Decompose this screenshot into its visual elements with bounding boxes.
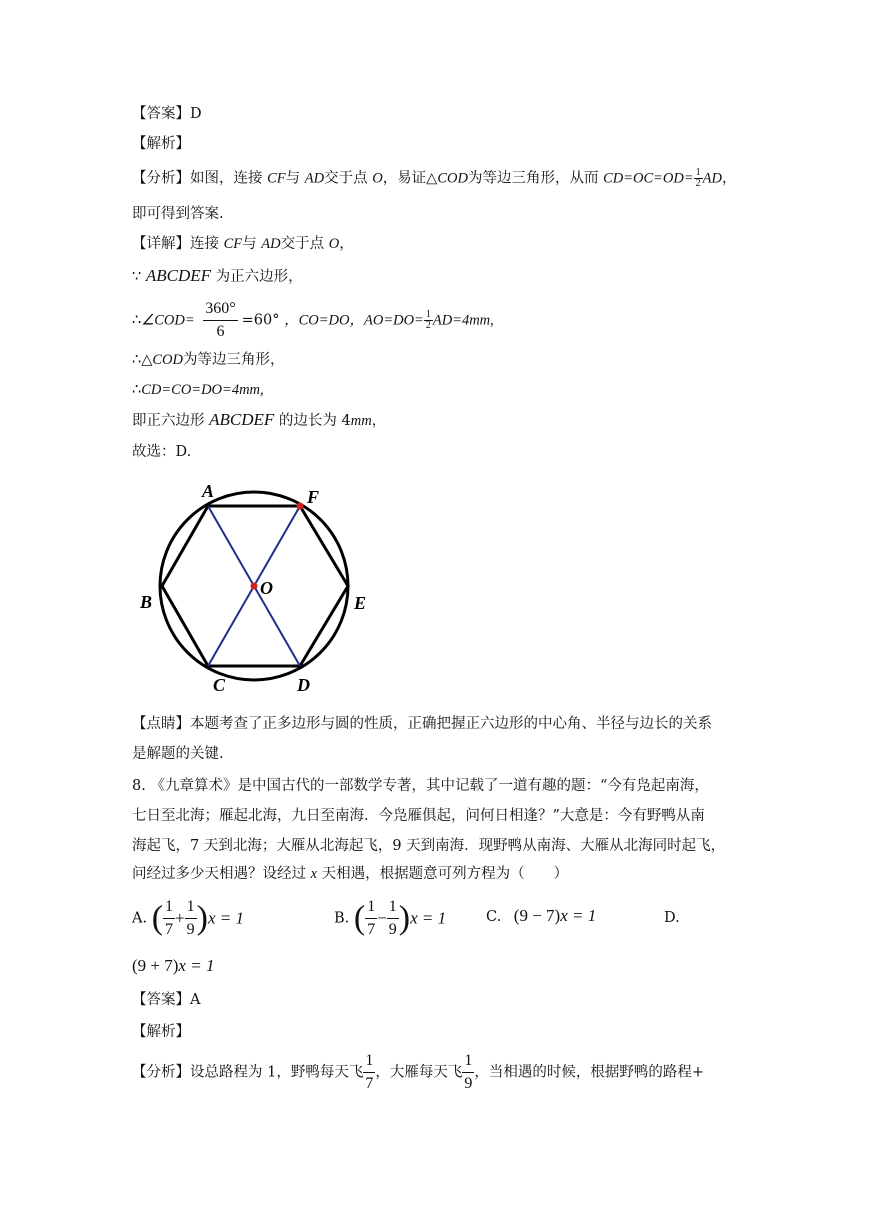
therefore-symbol: ∴ (132, 382, 142, 398)
q8-text: 8. 《九章算术》是中国古代的一部数学专著，其中记载了一道有趣的题：“今有凫起南海， (132, 778, 709, 794)
answer-value: A (190, 992, 201, 1008)
segment-ad: AD (304, 170, 325, 187)
numerator: 1 (163, 896, 175, 919)
denominator: 7 (365, 1075, 374, 1092)
q8-line-1 (132, 776, 709, 796)
detail-label: 【详解】 (132, 236, 190, 252)
fenxi-text: 为等边三角形，从而 (467, 170, 604, 187)
detail-line-5 (132, 380, 264, 400)
equation: CD=OC=OD= (603, 170, 694, 187)
ad-4mm: AD=4mm, (432, 312, 494, 329)
option-d[interactable] (664, 908, 680, 928)
option-b[interactable] (334, 896, 446, 941)
paren-open: ( (151, 899, 164, 937)
option-d-label: D. (664, 910, 680, 926)
vertex-point-f (297, 503, 304, 510)
fenxi-line-3 (132, 1050, 704, 1095)
option-a[interactable] (132, 896, 244, 941)
option-a-label: A. (132, 910, 148, 927)
q8-text: 问经过多少天相遇？设经过 (132, 866, 311, 882)
q8-line-2 (132, 806, 705, 826)
angle-result: =60° (241, 312, 280, 329)
denominator: 9 (464, 1075, 473, 1092)
denominator: 9 (186, 921, 195, 938)
fenxi-text: 如图，连接 (190, 170, 268, 187)
numerator: 1 (363, 1050, 375, 1073)
detail-text: ， (371, 413, 387, 429)
fenxi-text: 交于点 (324, 170, 373, 187)
option-c-label: C. (486, 909, 502, 925)
numerator: 1 (695, 167, 701, 178)
analysis-label: 【解析】 (132, 1024, 190, 1040)
option-d-expr: (9 + 7) (132, 956, 179, 975)
detail-text: 连接 (190, 236, 224, 252)
numerator: 1 (185, 896, 197, 919)
fenxi-text: 即可得到答案. (132, 206, 224, 222)
option-b-label: B. (334, 910, 350, 927)
numerator: 1 (462, 1050, 474, 1073)
label-d: D (297, 675, 310, 695)
fenxi-line-2 (132, 204, 224, 224)
fenxi-text: ，易证△ (382, 170, 438, 187)
fraction-1-7 (363, 1050, 375, 1095)
q8-line-3 (132, 836, 725, 856)
denominator: 7 (367, 921, 376, 938)
detail-text: 即正六边形 (132, 413, 210, 429)
choose-text: 故选：D. (132, 444, 192, 460)
angle-cod: ∠COD= (141, 312, 195, 329)
dianjing-label: 【点睛】 (132, 716, 190, 732)
co-do: ，CO=DO， (284, 312, 364, 329)
operator: − (377, 908, 387, 928)
detail-line-1 (132, 234, 354, 254)
numerator: 360° (203, 298, 237, 321)
option-d-expression (132, 956, 214, 977)
analysis-label: 【解析】 (132, 136, 190, 152)
detail-text: 交于点 (280, 236, 329, 252)
option-a-rest: x = 1 (207, 908, 244, 928)
option-d-rest: x = 1 (178, 956, 215, 975)
fraction-360-6 (203, 298, 237, 343)
q8-text: 天相遇，根据题意可列方程为（ ） (317, 866, 569, 882)
fenxi-text: ，当相遇的时候，根据野鸭的路程+ (474, 1064, 704, 1081)
q8-line-4 (132, 864, 568, 884)
analysis-heading-1 (132, 134, 190, 154)
fenxi-text: 设总路程为 1，野鸭每天飞 (190, 1064, 364, 1081)
label-e: E (354, 593, 367, 613)
therefore-symbol: ∴ (132, 352, 142, 368)
point-o: O (328, 236, 340, 252)
fenxi-text: 与 (285, 170, 305, 187)
detail-text: 的边长为 4 (274, 413, 351, 429)
denominator: 2 (695, 178, 701, 189)
option-c-rest: x = 1 (560, 906, 597, 925)
label-f: F (307, 487, 320, 507)
fraction-half (694, 168, 703, 189)
unit-mm: mm (350, 413, 372, 429)
segment-ad: AD (702, 170, 723, 187)
paren-close: ) (196, 899, 208, 937)
paren-open: ( (353, 899, 366, 937)
answer-line-1 (132, 104, 202, 124)
segment-cf: CF (267, 170, 286, 187)
denominator: 6 (216, 323, 225, 340)
fenxi-text: ，大雁每天飞 (375, 1064, 463, 1081)
numerator: 1 (425, 309, 431, 320)
detail-line-6 (132, 410, 386, 431)
operator: + (175, 908, 185, 928)
fraction-1-9 (462, 1050, 474, 1095)
variable-x: x (310, 866, 318, 882)
numerator: 1 (387, 896, 399, 919)
denominator: 9 (388, 921, 397, 938)
hexagon-name: ABCDEF (145, 266, 211, 285)
fenxi-text: ， (722, 170, 737, 187)
denominator: 7 (165, 921, 174, 938)
hexagon-figure (130, 478, 380, 700)
triangle-cod: COD (437, 170, 468, 187)
detail-text: ， (339, 236, 354, 252)
label-b: B (140, 592, 153, 612)
triangle-cod: COD (152, 352, 184, 368)
detail-line-7 (132, 442, 191, 462)
cd-equation: CD=CO=DO=4mm, (141, 382, 264, 398)
fraction-1-7 (163, 896, 175, 941)
answer-value: D (190, 106, 202, 122)
because-symbol: ∵ (132, 269, 142, 285)
segment-cf: CF (223, 236, 243, 252)
detail-line-3 (132, 298, 494, 343)
hexagon-name: ABCDEF (209, 410, 275, 429)
center-point-o (251, 583, 258, 590)
label-o: O (260, 578, 273, 598)
fenxi-line-1 (132, 168, 737, 189)
dianjing-line-1 (132, 714, 712, 734)
option-c[interactable] (486, 906, 596, 927)
dianjing-text: 本题考查了正多边形与圆的性质，正确把握正六边形的中心角、半径与边长的关系 (190, 716, 712, 732)
point-o: O (372, 170, 383, 187)
detail-text: 为正六边形， (215, 269, 303, 285)
paren-close: ) (398, 899, 411, 937)
dianjing-text: 是解题的关键. (132, 746, 224, 762)
fenxi-label: 【分析】 (132, 1064, 190, 1081)
triangle-symbol: △ (141, 352, 153, 368)
segment-ad: AD (261, 236, 281, 252)
answer-label: 【答案】 (132, 992, 190, 1008)
option-c-expr: (9 − 7) (513, 906, 561, 925)
answer-line-2 (132, 990, 200, 1010)
detail-line-4 (132, 350, 285, 370)
therefore-symbol: ∴ (132, 312, 142, 329)
label-c: C (213, 675, 226, 695)
q8-text: 海起飞，7 天到北海；大雁从北海起飞，9 天到南海．现野鸭从南海、大雁从北海同时起飞， (132, 838, 726, 854)
answer-label: 【答案】 (132, 106, 190, 122)
detail-line-2 (132, 266, 303, 287)
q8-text: 七日至北海；雁起北海，九日至南海．今凫雁俱起，问何日相逢？”大意是：今有野鸭从南 (132, 808, 705, 824)
fraction-1-7 (365, 896, 377, 941)
fraction-half (424, 310, 433, 331)
ao-do: AO=DO= (364, 312, 424, 329)
fraction-1-9 (185, 896, 197, 941)
detail-text: 为等边三角形， (183, 352, 285, 368)
fenxi-label: 【分析】 (132, 170, 190, 187)
denominator: 2 (425, 320, 431, 331)
fraction-1-9 (387, 896, 399, 941)
option-b-rest: x = 1 (410, 908, 447, 928)
analysis-heading-2 (132, 1022, 190, 1042)
dianjing-line-2 (132, 744, 224, 764)
numerator: 1 (365, 896, 377, 919)
detail-text: 与 (242, 236, 262, 252)
label-a: A (202, 481, 215, 501)
